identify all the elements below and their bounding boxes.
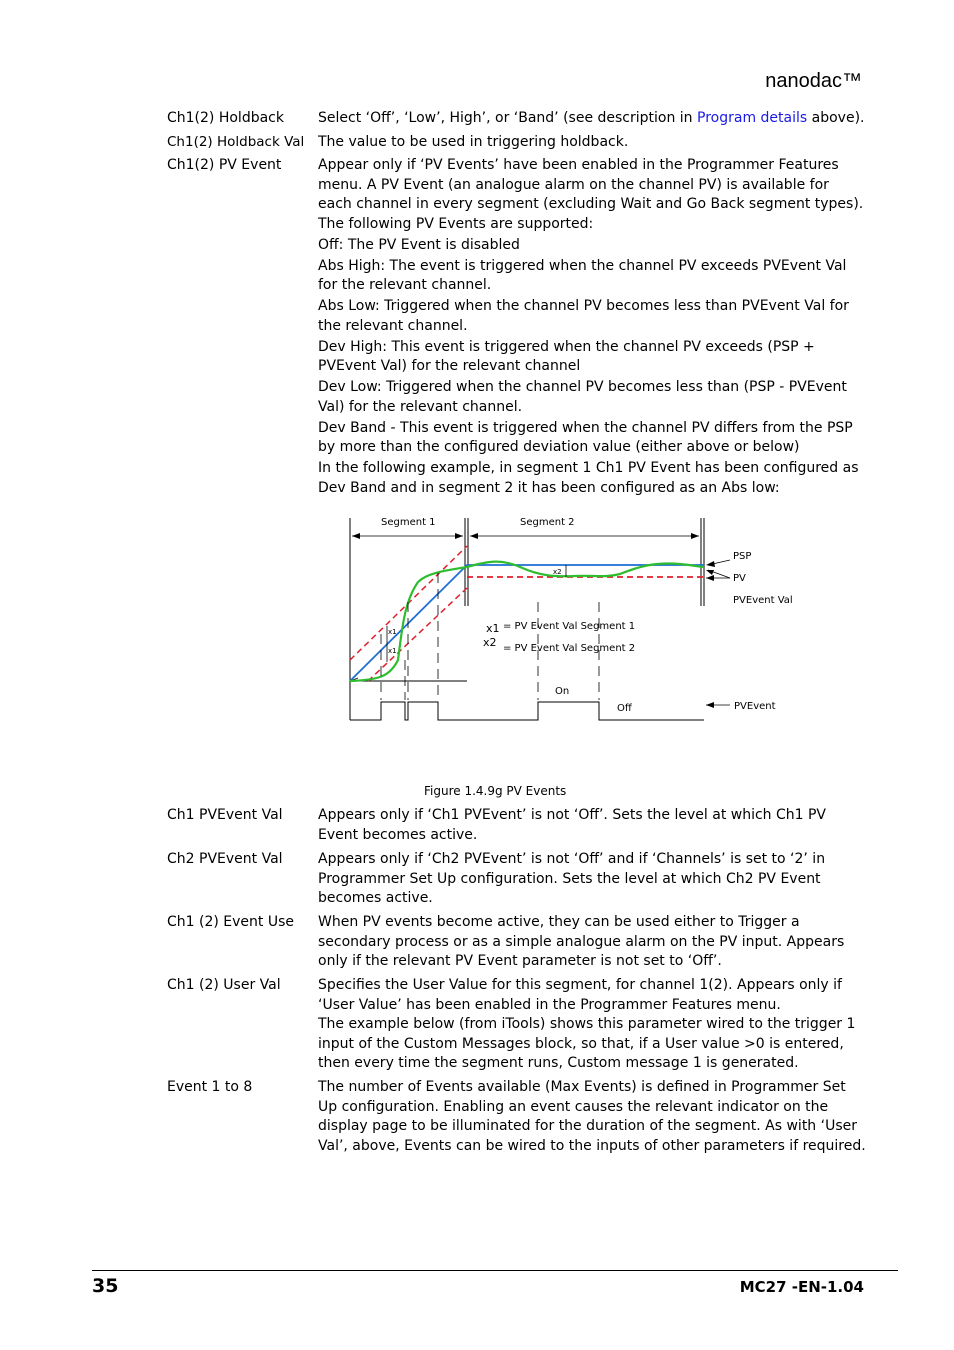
param-term: Ch1 PVEvent Val: [167, 807, 283, 823]
param-paragraph: Dev High: This event is triggered when the channel PV exceeds (PSP + PVEvent Val) for the relevant channel: [318, 338, 815, 374]
on-label: On: [555, 686, 570, 697]
figure-caption: Figure 1.4.9g PV Events: [424, 784, 567, 798]
arrowhead: [470, 533, 478, 539]
param-paragraph: Specifies the User Value for this segment, for channel 1(2). Appears only if ‘User Value’ has been enabled in the Programmer Features menu.: [318, 977, 842, 1013]
param-term: Ch2 PVEvent Val: [167, 851, 283, 867]
param-paragraph: The example below (from iTools) shows this parameter wired to the trigger 1 input of the Custom Messages block, so that, if a User value >0 is entered, then every time the segment runs, Custom message 1 is generated.: [318, 1016, 856, 1071]
param-paragraph: Off: The PV Event is disabled: [318, 236, 520, 253]
pv-events-diagram: [340, 510, 820, 740]
arrowhead: [706, 702, 714, 708]
segment2-label: Segment 2: [520, 517, 575, 528]
param-term: Ch1(2) Holdback: [167, 110, 284, 126]
param-term: Ch1(2) PV Event: [167, 157, 282, 173]
param-desc-text: above).: [807, 110, 865, 126]
param-desc: Appears only if ‘Ch2 PVEvent’ is not ‘Off’ and if ‘Channels’ is set to ‘2’ in Programmer Set Up configuration. Sets the level at which Ch2 PV Event becomes active.: [318, 851, 826, 906]
param-paragraph: In the following example, in segment 1 Ch1 PV Event has been configured as Dev Band and in segment 2 it has been configured as an Abs low:: [318, 460, 859, 496]
footer-rule: [92, 1270, 898, 1271]
pvevent-label: PVEvent: [734, 701, 776, 712]
param-paragraph: Dev Low: Triggered when the channel PV becomes less than (PSP - PVEvent Val) for the relevant channel.: [318, 379, 847, 415]
brand-title: nanodac™: [765, 70, 862, 92]
lower-band-line: [368, 588, 467, 681]
x1-small-label: x1: [388, 647, 397, 655]
program-details-link[interactable]: Program details: [697, 110, 808, 126]
arrowhead: [691, 533, 699, 539]
param-paragraph: Abs High: The event is triggered when the channel PV exceeds PVEvent Val for the relevant channel.: [318, 257, 847, 293]
x1-legend-symbol: x1: [486, 622, 500, 635]
param-paragraph: Appear only if ‘PV Events’ have been enabled in the Programmer Features menu. A PV Event (an analogue alarm on the channel PV) is available for each channel in every segment (excluding Wait and Go Back segment types). The following PV Events are supported:: [318, 157, 864, 232]
arrowhead: [706, 570, 714, 575]
arrowhead: [706, 561, 715, 567]
param-desc: [318, 109, 866, 129]
x1-legend-text: = PV Event Val Segment 1: [503, 621, 636, 632]
x2-legend-symbol: x2: [483, 636, 497, 649]
segment1-label: Segment 1: [381, 517, 436, 528]
param-desc: The number of Events available (Max Events) is defined in Programmer Set Up configuration. Enabling an event causes the relevant indicator on the display page to be illuminated for the duration of the segment. As with ‘User Val’, above, Events can be wired to the inputs of other parameters if required.: [318, 1079, 866, 1154]
param-desc: The value to be used in triggering holdback.: [318, 134, 629, 150]
param-paragraph: Dev Band - This event is triggered when the channel PV differs from the PSP by more than the configured deviation value (either above or below): [318, 419, 853, 455]
param-term: Event 1 to 8: [167, 1079, 253, 1095]
arrowhead: [352, 533, 360, 539]
param-paragraph: Abs Low: Triggered when the channel PV becomes less than PVEvent Val for the relevant channel.: [318, 298, 849, 334]
arrowhead: [706, 575, 714, 581]
param-desc: Appears only if ‘Ch1 PVEvent’ is not ‘Off’. Sets the level at which Ch1 PV Event becomes active.: [318, 807, 827, 843]
x1-small-label: x1: [388, 628, 397, 636]
arrowhead: [455, 533, 463, 539]
page-number: 35: [92, 1275, 119, 1297]
document-code: MC27 -EN-1.04: [739, 1278, 864, 1296]
param-desc: When PV events become active, they can be used either to Trigger a secondary process or as a simple analogue alarm on the PV input. Appears only if the relevant PV Event parameter is not set to ‘Off’.: [318, 914, 845, 969]
pvevent-val-label: PVEvent Val: [733, 595, 793, 606]
param-term: Ch1(2) Holdback Val: [167, 134, 305, 150]
param-desc: [318, 976, 866, 1074]
param-desc: [318, 156, 866, 500]
x2-legend-text: = PV Event Val Segment 2: [503, 643, 636, 654]
off-label: Off: [617, 703, 632, 714]
pvevent-trace: [350, 702, 704, 720]
param-desc-text: Select ‘Off’, ‘Low’, High’, or ‘Band’ (see description in: [318, 110, 698, 126]
psp-label: PSP: [733, 551, 752, 562]
pv-label: PV: [733, 573, 746, 584]
param-term: Ch1 (2) User Val: [167, 977, 281, 993]
param-term: Ch1 (2) Event Use: [167, 914, 294, 930]
x2-small-label: x2: [553, 568, 562, 576]
